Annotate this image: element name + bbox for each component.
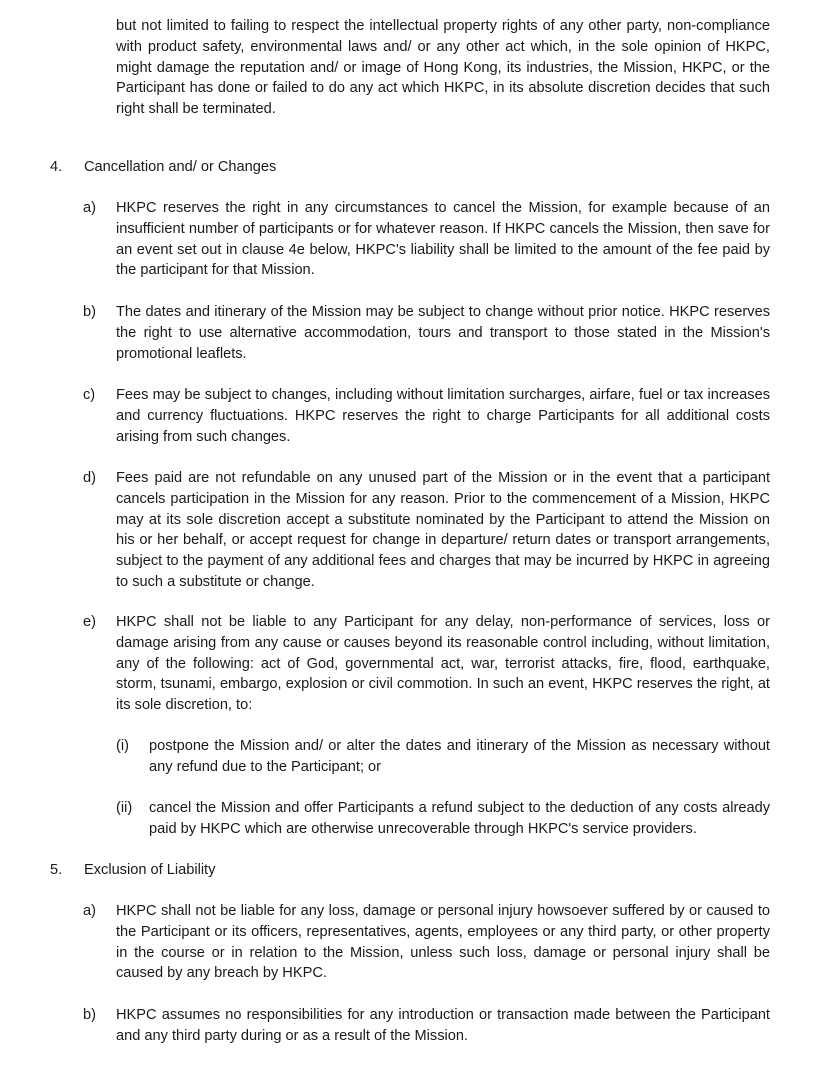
clause-4e-ii-marker: (ii) [116, 800, 133, 816]
clause-4d-marker: d) [83, 470, 96, 486]
clause-4b-text: The dates and itinerary of the Mission may be subject to change without prior notice. HKPC reserves the right to use alternative accommodation, tours and transport to those stated in the Mission's promotional leaflets. [116, 304, 770, 362]
intro-paragraph: but not limited to failing to respect the intellectual property rights of any other party, non-compliance with product safety, environmental laws and/ or any other act which, in the sole opinion of HKPC, might damage the reputation and/ or image of Hong Kong, its industries, the Mission, HKPC, or the Participant has done or failed to do any act which HKPC, in its absolute discretion decides that such right shall be terminated. [116, 18, 770, 118]
clause-4b-marker: b) [83, 304, 96, 320]
clause-5b-marker: b) [83, 1007, 96, 1023]
clause-4a-marker: a) [83, 200, 96, 216]
section-4-title: Cancellation and/ or Changes [84, 159, 277, 175]
clause-4e-text: HKPC shall not be liable to any Participant for any delay, non-performance of services, loss or damage arising from any cause or causes beyond its reasonable control including, without limitation, any of the following: act of God, governmental act, war, terrorist attacks, fire, flood, earthquake, storm, tsunami, embargo, explosion or civil commotion. In such an event, HKPC reserves the right, at its sole discretion, to: [116, 614, 770, 714]
clause-4e-ii-text: cancel the Mission and offer Participants a refund subject to the deduction of any costs already paid by HKPC which are otherwise unrecoverable through HKPC's service providers. [149, 800, 770, 837]
clause-4a-text: HKPC reserves the right in any circumstances to cancel the Mission, for example because of an insufficient number of participants or for whatever reason. If HKPC cancels the Mission, then save for an event set out in clause 4e below, HKPC's liability shall be limited to the amount of the fee paid by the participant for that Mission. [116, 200, 770, 279]
clause-4e-marker: e) [83, 614, 96, 630]
section-5-title: Exclusion of Liability [84, 862, 216, 878]
clause-4c-text: Fees may be subject to changes, including without limitation surcharges, airfare, fuel or tax increases and currency fluctuations. HKPC reserves the right to charge Participants for all additional costs arising from such changes. [116, 387, 770, 445]
clause-4e-i-text: postpone the Mission and/ or alter the dates and itinerary of the Mission as necessary without any refund due to the Participant; or [149, 738, 770, 775]
clause-4e-i-marker: (i) [116, 738, 129, 754]
clause-4d-text: Fees paid are not refundable on any unused part of the Mission or in the event that a participant cancels participation in the Mission for any reason. Prior to the commencement of a Mission, HKPC may at its sole discretion accept a substitute nominated by the Participant to attend the Mission on his or her behalf, or accept request for change in departure/ return dates or transport arrangements, subject to the payment of any additional fees and charges that may be incurred by HKPC in agreeing to such a substitute or change. [116, 470, 770, 590]
section-5-number: 5. [50, 862, 63, 878]
section-4-number: 4. [50, 159, 63, 175]
clause-5a-marker: a) [83, 903, 96, 919]
clause-5a-text: HKPC shall not be liable for any loss, damage or personal injury howsoever suffered by or caused to the Participant or its officers, representatives, agents, employees or any third party, or other property in the course or in relation to the Mission, unless such loss, damage or personal injury shall be caused by any breach by HKPC. [116, 903, 770, 982]
clause-5b-text: HKPC assumes no responsibilities for any introduction or transaction made between the Participant and any third party during or as a result of the Mission. [116, 1007, 770, 1044]
clause-4c-marker: c) [83, 387, 96, 403]
